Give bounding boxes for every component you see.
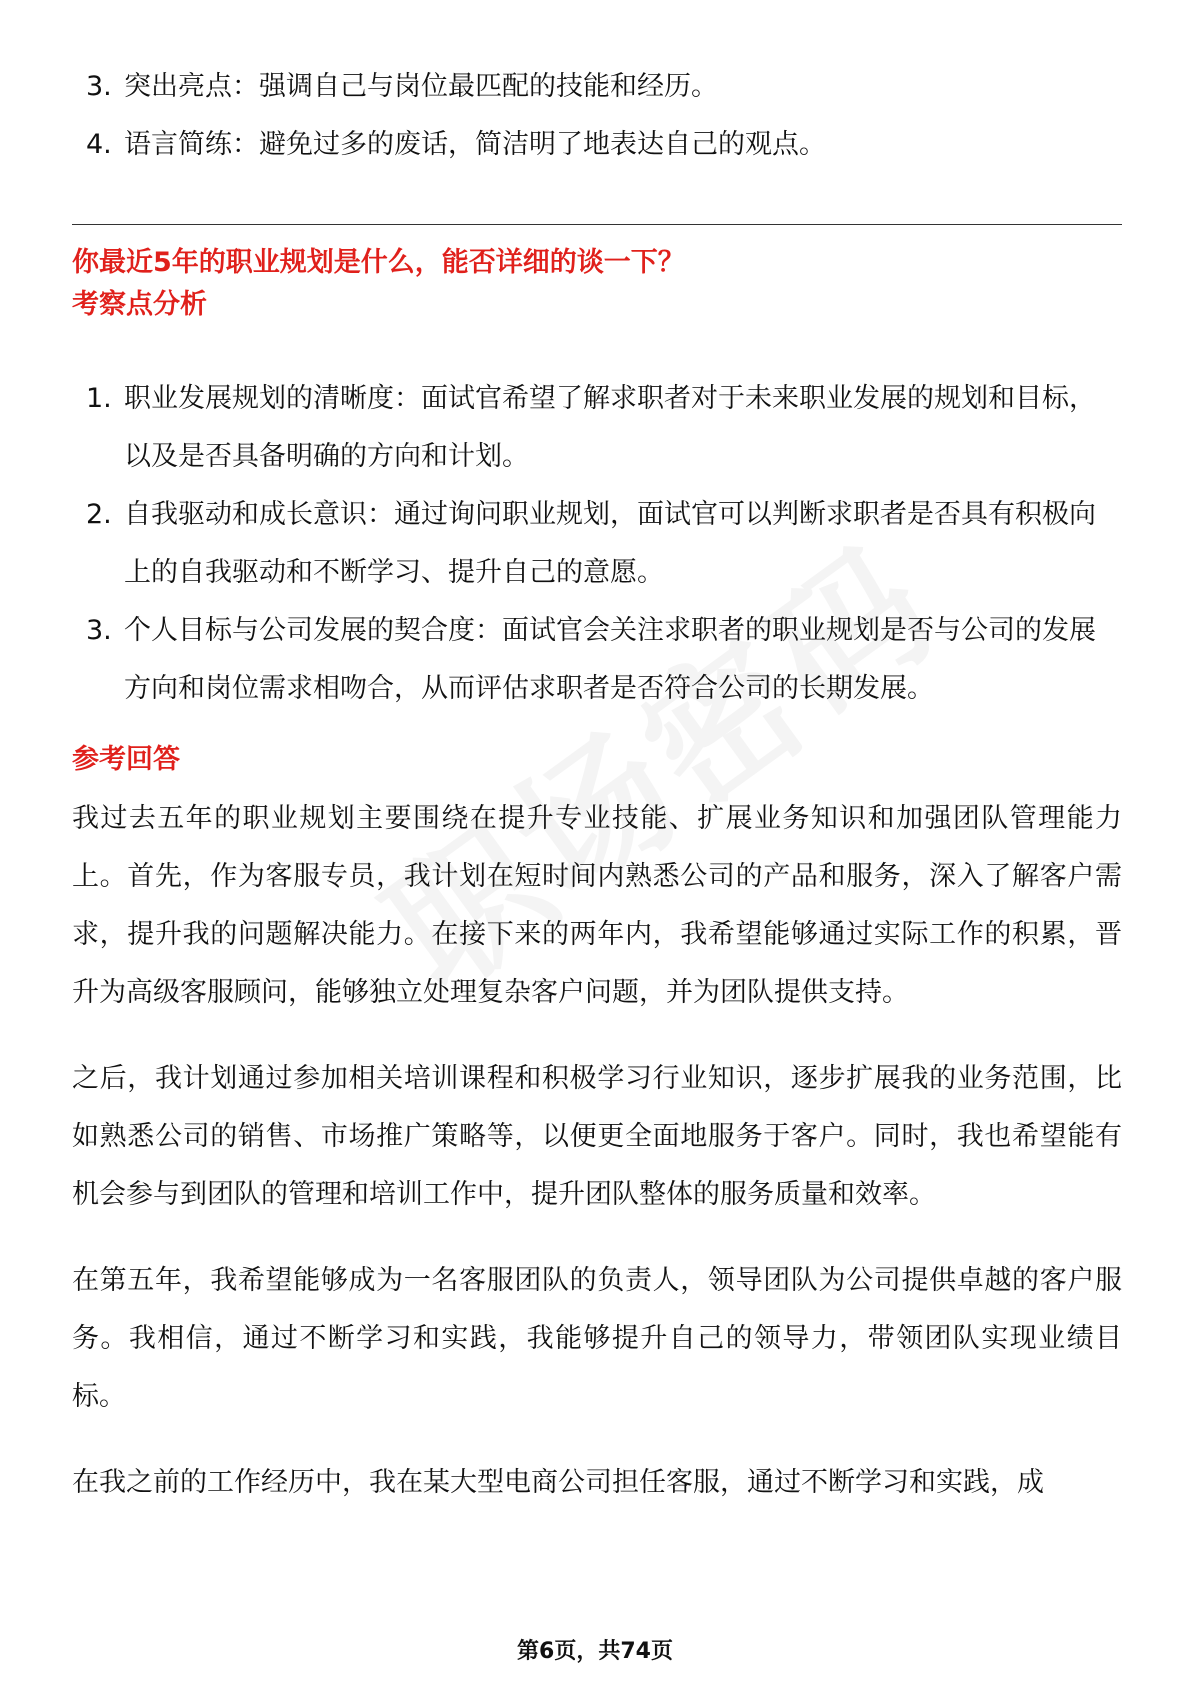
section-divider xyxy=(72,224,1122,225)
page-number: 第6页，共74页 xyxy=(517,1639,673,1664)
list-item-number: 4. xyxy=(86,129,112,160)
list-item-number: 3. xyxy=(86,71,112,102)
answer-title: 参考回答 xyxy=(72,744,180,775)
list-item-text: 职业发展规划的清晰度：面试官希望了解求职者对于未来职业发展的规划和目标，以及是否具备明确的方向和计划。 xyxy=(124,383,1096,472)
list-item-number: 2. xyxy=(86,499,112,530)
list-item-text: 语言简练：避免过多的废话，简洁明了地表达自己的观点。 xyxy=(124,129,826,160)
list-item-number: 1. xyxy=(86,383,112,414)
answer-paragraph: 之后，我计划通过参加相关培训课程和积极学习行业知识，逐步扩展我的业务范围，比如熟悉公司的销售、市场推广策略等，以便更全面地服务于客户。同时，我也希望能有机会参与到团队的管理和培训工作中，提升团队整体的服务质量和效率。 xyxy=(72,1063,1122,1210)
question-heading: 你最近5年的职业规划是什么，能否详细的谈一下？ xyxy=(72,247,685,278)
list-item-text: 个人目标与公司发展的契合度：面试官会关注求职者的职业规划是否与公司的发展方向和岗位需求相吻合，从而评估求职者是否符合公司的长期发展。 xyxy=(124,615,1096,704)
list-item xyxy=(72,602,1122,718)
answer-body xyxy=(72,790,1122,1540)
list-item xyxy=(72,370,1122,486)
list-item xyxy=(72,486,1122,602)
analysis-list xyxy=(72,370,1122,718)
answer-paragraph: 在第五年，我希望能够成为一名客服团队的负责人，领导团队为公司提供卓越的客户服务。我相信，通过不断学习和实践，我能够提升自己的领导力，带领团队实现业绩目标。 xyxy=(72,1265,1122,1412)
list-item-text: 自我驱动和成长意识：通过询问职业规划，面试官可以判断求职者是否具有积极向上的自我驱动和不断学习、提升自己的意愿。 xyxy=(124,499,1096,588)
answer-paragraph: 我过去五年的职业规划主要围绕在提升专业技能、扩展业务知识和加强团队管理能力上。首先，作为客服专员，我计划在短时间内熟悉公司的产品和服务，深入了解客户需求，提升我的问题解决能力。在接下来的两年内，我希望能够通过实际工作的积累，晋升为高级客服顾问，能够独立处理复杂客户问题，并为团队提供支持。 xyxy=(72,803,1122,1008)
answer-paragraph: 在我之前的工作经历中，我在某大型电商公司担任客服，通过不断学习和实践，成 xyxy=(72,1467,1044,1498)
list-item-text: 突出亮点：强调自己与岗位最匹配的技能和经历。 xyxy=(124,71,718,102)
top-list xyxy=(72,58,1122,174)
list-item xyxy=(72,116,1122,174)
list-item xyxy=(72,58,1122,116)
analysis-title: 考察点分析 xyxy=(72,289,207,320)
list-item-number: 3. xyxy=(86,615,112,646)
